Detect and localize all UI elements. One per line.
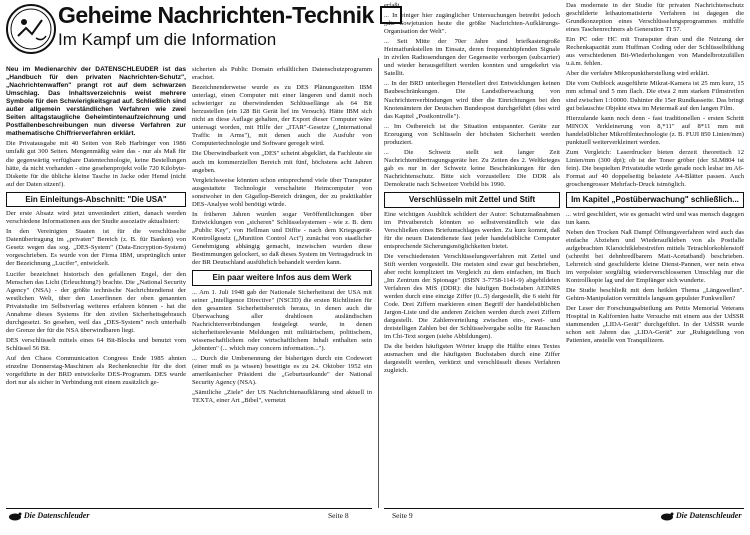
section-heading-zettel: Verschlüsseln mit Zettel und Stift [384,192,560,208]
footer-rule-right [384,508,744,509]
paragraph: Aber die verfahre Mikropunktherstellung wird erklärt. [566,70,710,78]
paragraph: Das modernste in der Studie für privaten Nachrichtenschutz geschilderte leihautomatisierte Verfahren ist dagegen die Grundkonzeption eines Verschlüsselungsprogrammes mithilfe eines Taschenrechners ab Generation TI 57. [566,2,744,34]
paragraph: Eine wichtigen Ausblick schildert der Autor: Schutzmaßnahmen im Privatbereich könnten so selbstverständlich wie das Verschließen eines Briefumschlages werden. Zu kurz kommt, daß für die neuen Datendienste fast jeder handelsübliche Computer entsprechende Sicherungsmöglichkeiten bietet. [384,210,560,250]
paragraph: sicherten als Public Domain erhältlichen Datenschutzprogramm erachtet. [192,66,372,82]
paragraph: In den Vereinigten Staaten ist für die verschlüsselte Datenübertragung im „privaten" Bereich (z. B. für Banken) von Gesetz wegen das sog. „DES-System" (Data-Encryption-System) vorgeschrieben. Es wurde von der Firma IBM, ursprünglich unter der Bezeichnung „Lucifer", entwickelt. [6,228,186,268]
paragraph: ... Seit Mitte der 70er Jahre sind briefkastengroße Heimatfunkstellen im Einsatz, deren frequenzhüpfenden Signale in zivilen Radiosendungen der Gegenseite verborgen (subcarrier) und wieder herausgefiltert werden konnten und umgekehrt via Satellit. [384,38,560,78]
paragraph: erfaßt. [384,2,402,9]
paragraph: ... Durch die Umbenennung der bisherigen durch ein Codewort (einer muß es ja wissen) beseitigte es zu 24. Oktober 1952 ein amerikanischer Präsident die „Geburtsurkunde" der National Security Agency (NSA). [192,355,372,387]
page-subtitle: Im Kampf um die Information [58,30,277,49]
column-2 [192,66,372,508]
footer-logo-left: Die Datenschleuder [8,511,89,521]
paragraph: Der erste Absatz wird jetzt unverändert zitiert, danach werden verschiedene Informationen aus der Studie assoziativ aktualisiert: [6,210,186,226]
chaos-logo-icon [6,4,56,54]
paragraph: ... Im Ostbereich ist die Situation entspannter. Geräte zur Erzeugung von Schlüsseln der höchsten Sicherheit werden produziert. [384,122,560,146]
paragraph: In früheren Jahren wurden sogar Veröffentlichungen über Entwicklungen von „sicheren" Schlüsselsystemen - wie z. B. dem „Public Key", von Hellman und Diffie - nach dem Kriegsgerät-Kontrollgesetz („Munition Control Act") zunächst von staatlicher Genehmigung abhängig gemacht, inzwischen wurden diese Bestimmungen gelockert, so daß dieses System im Vertragsdruck in der BR Deutschland ausführlich behandelt werden kann. [192,210,372,267]
paragraph: ... wird geschildert, wie es gemacht wird und was mensch dagegen tun kann. [566,210,744,226]
lead-paragraph: Neu im Medienarchiv der DATENSCHLEUDER ist das „Handbuch für den privaten Nachrichten-Schutz", „Nachrichtenwaffen" prangt rot auf dem schwarzen Umschlag. Das Inhaltsverzeichnis weist mehrere Symbole für den Schwierigkeitsgrad auf. Schließlich sind außer allgemein verständlichen Verfahren wie zwei Seiten alltagstaugliche Geheimtintenaufzeichnung und Postfallenbeschreibungen nun diverse Verfahren zur mathematische Chiffrierverfahren erklärt. [6,66,186,138]
section-heading-usa: Ein Einleitungs-Abschnitt: "Die USA" [6,192,186,208]
page-title: Geheime Nachrichten-Technik [58,2,402,29]
paragraph: Bezeichnenderweise wurde es zu DES Plänungszeiten IBM unterlagt, einen Computer mit einer längeren und damit noch schwieriger zu überwindenden Schlüssellänge als 64 Bit herzustellen (ein 128 Bit Gerät lief im Versuch). Hätte IBM sich nicht an diese Auflage gehalten, der Export dieser Computer wäre untersagt worden, mit Hilfe der „ITAR"-Gesetze („International Traffic in Arms"), mit denen auch die Ausfuhr von Computertechnologie und Software geregelt wird. [192,84,372,148]
paragraph: Da die beiden häufigsten Wörter knapp die Hälfte eines Textes ausmachen und die häufigsten Buchstaben durch eine Ziffer dargestellt werden, verkürzt und verschlüsselt dieses Verfahren zugleich. [384,343,560,375]
column-3 [384,2,560,508]
column-1 [6,66,186,508]
paragraph: ... Die Schweiz stellt seit langer Zeit Nachrichtenübertragungsgeräte her. Zu Zeiten des 2. Weltkrieges gab es nur in der Schweiz keine Beschränkungen für den Nachrichtenschutz. Bitte sich vorzustellen: Die DDR als Demokratie nach Schweizer Vorbild bis 1990. [384,148,560,188]
section-heading-postueberwachung: Im Kapitel „Postüberwachung" schließlich... [566,192,744,208]
paragraph: ... In einiger hier zugänglicher Untersuchungen betreibt jedoch „die Sowjetunion heute die größte Nachrichten-Aufklärungs-Organisation der Welt". [384,12,560,36]
page-number-right: Seite 9 [392,511,413,520]
paragraph: Neben den Trocken Naß Dampf Öffnungsverfahren wird auch das einfache Abziehen und Wiederaufkleben von als Postfalle aufgebrachten Klarsichtklebestreifen mittels Tetrachlorkohlenstoff (schreibt bei dehnbredlbarem Matt-Acetatband) beschrieben. Lehrreich sind geschilderte kleine Dienst-Pannen, wer nein etwa im verpolster sorgfältig wiederverschlossenen Umschlag nur die Kontrollkopie lag und der Empfänger sich wunderte. [566,228,744,284]
paragraph: Auf den Chaos Communication Congress Ende 1985 ahnten einzelne Donnerstag-Maschinen als Rechenknechte für die dort vorgeführte in der BRD entwickelte DES-Programm. DES wurde dort nur als sicher in Verbindung mit einem zusätzlich ge- [6,355,186,387]
section-heading-infos: Ein paar weitere Infos aus dem Werk [192,270,372,286]
mouse-icon [8,512,22,521]
center-fold-divider [378,58,379,508]
paragraph: Der Leser der Forschungsabteilung am Pettis Memorial Veterans Hospital in Kalifornien hatte Versuche mit einem aus der UdSSR stammenden „LIDA-Gerät" durchgeführt. In der UdSSR wurde schon seit Jahren das „LIDA-Gerät" zur „Ruhigstellung von Patienten, anstelle von Tranquilizern. [566,305,744,345]
footer-rule-left [6,508,372,509]
column-4 [566,2,744,508]
paragraph: Ein PC oder HC mit Transputer dran und die Nutzung der Rechenkapazität zum Huffman Coding oder der Schlüsselbildung aus verschiedenen Bit-Wiederholungen von Mandelbrotzufällen u.ä.m. fehlen. [566,36,744,68]
paragraph: Die vom Ostblock ausgeführte Mikrat-Kamera ist 25 mm kurz, 15 mm schmal und 5 mm flach. Die etwa 2 mm starken Filmstreifen sind zwischen 1:10000. Dahinter die 15er Rundkassette. Das bringt gut belauschte Objekte etwa im Metermaß auf den langen Film. [566,80,744,112]
paragraph: „Sämtliche „Ziele" der US Nachrichtenaufklärung sind aktuell in TEXTA, einer Art „Bibel", vernetzt [192,389,372,405]
paragraph: Die Studie beschließt mit dem heiklen Thema „Längswellen". Gehirn-Manipulation vermittels langsam gepulster Funkwellen? [566,286,744,302]
paragraph: ... Am 1. Juli 1948 gab der Nationale Sicherheitsrat der USA mit seiner „Intelligence Directive" (NSCID) die ersten Richtlinien für den gesamten Sicherheitsbereich heraus, in denen auch die Überwachung aller drahtlosen ausländischen Nachrichtenverbindungen festgelegt wurde, in denen sicherheitsrelevante Meldungen mit militärischem, politischem, wissenschaftlichem oder wirtschaftlichem Inhalt enthalten sein „könnten" (... which may concern information..."). [192,288,372,352]
paragraph: Die Überwindbarkeit von „DES" scheint abgeklärt, da Fachleute sie auch im kommerziellen Bereich mit fünf, höchstens acht Jahren angeben. [192,150,372,174]
paragraph: Zum Vergleich: Laserdrucker bieten derzeit theoretisch 12 Linien/mm (300 dpi); ob ist der Toner gröber (der SLM804 ist fein). Die bespielten Privatstudie würde gerade noch lesbar im A6-Format auf 40 doppelseitig belastete A4-Blätter passen. Auch groschengrosser Mehrfach-Druck istmöglich. [566,148,744,188]
paragraph: Hierzulande kann noch denn - fast traditionellen - ersten Schritt MINOX Verkleinerung von 8,*11" auf 8*11 mm mit handelsüblicher Mikrofilmtechnologie (z. B. FUJI 850 Linien/mm) punktuell weiterverkleinert werden. [566,114,744,146]
mouse-icon [660,512,674,521]
footer-logo-right: Die Datenschleuder [660,511,741,521]
paragraph: Lucifer bezeichnet historisch den gefallenen Engel, der den Menschen das Licht (Erleuchtung?) brachte. Die „National Security Agency" (NSA) - der größte technische Nachrichtendienst der westlichen Welt, über den Leserfinnen der oben genannten Privatstudie im Selbstverlag weiteres erfahren können - hat die Annahme dieses Systems für den zivilen Sicherheitsgebrauch durchgesetzt. So gesehen, weil das „DES-System" noch unterhalb der Grenze der für die NSA überwindbaren liegt. [6,270,186,334]
paragraph: Vergleichsweise könnten schon entsprechend viele über Transputer ausgestattete Technologie verschaltete Heimcomputer von sonstwoher in den Gigaflop-Bereich drängen, der zu praktikabler DES-Analyse wohl benötigt würde. [192,176,372,208]
page-number-left: Seite 8 [328,511,349,520]
paragraph: Die verschiedensten Verschlüsselungsverfahren mit Zettel und Stift werden vorgestellt. Die meisten sind zwar gut beschrieben, aber recht kompliziert im Vergleich zu dem einfachen, im Buch „Im Zentrum der Spionage" (ISBN 3-7758-1141-9) abgebildeten Verfahren des MfS (DDR): die häufigen Buchstaben AEINRS werden durch eine einzige Ziffer (0...5) dargestellt, die 6 steht für Code. Drei Ziffern markieren einen Begriff der handelsüblichen Jargon-Liste und die anderen Zeichen werden durch zwei Ziffern dargestellt. Die Zahlenverteilung zwischen ein-, zwei- und dreistelligen Zahlen bei der Schlüsselvergabe sollte für Rauschen im Chi-Text sorgen (siehe Abbildungen). [384,252,560,341]
paragraph: ... In der BRD unterliegen Herstellert drei Entwicklungen keinen Baubeschränkungen. Die Landsüberwachung von Nachrichtenverbindungen wird über die Einrichtungen bei den Knotenämtern der Deutschen Bundespost durchgeführt (dies wird das Kapitel „Postkontrolle"). [384,80,560,120]
paragraph: DES verschlüsselt mittels eines 64 Bit-Blocks und benutzt vom Schlüssel 56 Bit. [6,336,186,352]
paragraph: Die Privatausgabe mit 40 Seiten von Reb Harbinger von 1986 umfaßt gut 300 Seiten. Mengenmäßig wäre das - nur als Maß für die gegenwärtig verfügbare Datentechnologie, keine Bestellungen hätte, da nicht vorhanden - eine gesehenprojekt volle 720 Kilobyte-Diskette für die übliche kleine Tasche in Jacke oder Hemd (nicht auf der Daten sitzen!). [6,140,186,188]
